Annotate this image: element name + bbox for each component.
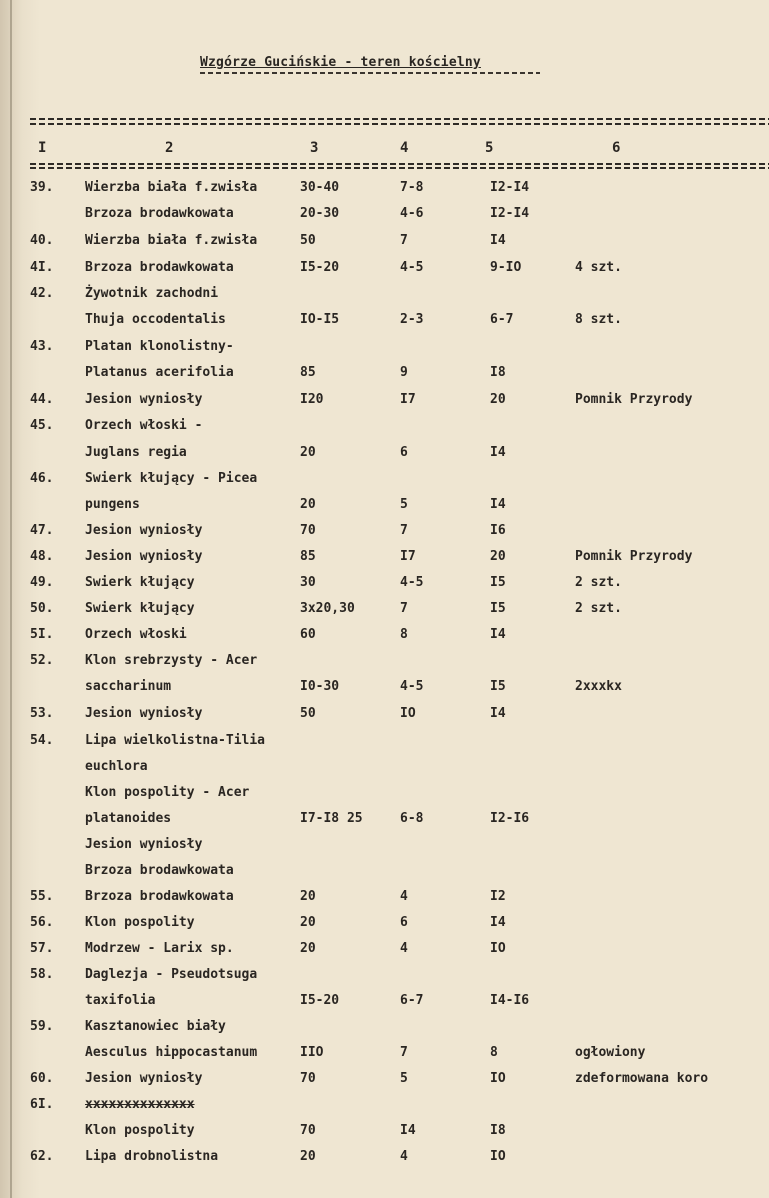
crown-diameter: I4-I6 <box>490 993 530 1008</box>
remarks: zdeformowana koro <box>575 1071 709 1086</box>
height: IO <box>400 706 416 721</box>
table-row <box>0 312 769 332</box>
column-header-4: 4 <box>400 140 409 156</box>
tree-species: Wierzba biała f.zwisła <box>85 233 258 248</box>
circumference: IIO <box>300 1045 324 1060</box>
height: 4-5 <box>400 575 424 590</box>
title-underline <box>200 72 540 74</box>
height: I7 <box>400 549 416 564</box>
circumference: I5-20 <box>300 993 340 1008</box>
tree-species: Jesion wyniosły <box>85 706 203 721</box>
table-row <box>0 706 769 726</box>
row-number: 50. <box>30 601 54 616</box>
table-row <box>0 1071 769 1091</box>
circumference: 20 <box>300 445 316 460</box>
row-number: 6I. <box>30 1097 54 1112</box>
tree-species: Brzoza brodawkowata <box>85 206 234 221</box>
row-number: 4I. <box>30 260 54 275</box>
circumference: 85 <box>300 365 316 380</box>
tree-species: Swierk kłujący <box>85 575 195 590</box>
table-row <box>0 549 769 569</box>
crown-diameter: IO <box>490 941 506 956</box>
table-row <box>0 445 769 465</box>
height: 8 <box>400 627 408 642</box>
circumference: 70 <box>300 1123 316 1138</box>
crown-diameter: I4 <box>490 445 506 460</box>
crown-diameter: I4 <box>490 233 506 248</box>
table-row <box>0 993 769 1013</box>
row-number: 55. <box>30 889 54 904</box>
table-row <box>0 418 769 438</box>
tree-species: taxifolia <box>85 993 156 1008</box>
tree-species: Orzech włoski <box>85 627 187 642</box>
circumference: 20 <box>300 941 316 956</box>
height: 4 <box>400 1149 408 1164</box>
tree-species: xxxxxxxxxxxxxx <box>85 1097 195 1112</box>
crown-diameter: I4 <box>490 497 506 512</box>
table-row <box>0 679 769 699</box>
tree-species: Thuja occodentalis <box>85 312 226 327</box>
row-number: 45. <box>30 418 54 433</box>
tree-species: Lipa wielkolistna-Tilia <box>85 733 266 748</box>
table-row <box>0 365 769 385</box>
table-row <box>0 1045 769 1065</box>
table-row <box>0 863 769 883</box>
table-row <box>0 601 769 621</box>
height: 6-7 <box>400 993 424 1008</box>
column-header-5: 5 <box>485 140 494 156</box>
height: 5 <box>400 497 408 512</box>
header-bottom-rule-2 <box>30 167 769 169</box>
tree-species: Żywotnik zachodni <box>85 286 219 301</box>
circumference: 20 <box>300 497 316 512</box>
table-row <box>0 206 769 226</box>
table-row <box>0 915 769 935</box>
remarks: 2 szt. <box>575 601 622 616</box>
tree-species: Brzoza brodawkowata <box>85 260 234 275</box>
crown-diameter: I6 <box>490 523 506 538</box>
header-top-rule-2 <box>30 123 769 125</box>
crown-diameter: I5 <box>490 679 506 694</box>
height: 6 <box>400 915 408 930</box>
height: 4-6 <box>400 206 424 221</box>
table-row <box>0 523 769 543</box>
tree-species: Modrzew - Larix sp. <box>85 941 234 956</box>
circumference: 70 <box>300 1071 316 1086</box>
row-number: 40. <box>30 233 54 248</box>
table-row <box>0 653 769 673</box>
table-row <box>0 785 769 805</box>
remarks: 2 szt. <box>575 575 622 590</box>
crown-diameter: 20 <box>490 392 506 407</box>
crown-diameter: I4 <box>490 627 506 642</box>
tree-species: Brzoza brodawkowata <box>85 889 234 904</box>
height: 9 <box>400 365 408 380</box>
height: 2-3 <box>400 312 424 327</box>
remarks: Pomnik Przyrody <box>575 392 693 407</box>
table-row <box>0 889 769 909</box>
tree-species: Klon pospolity <box>85 1123 195 1138</box>
tree-species: Juglans regia <box>85 445 187 460</box>
circumference: 20-30 <box>300 206 340 221</box>
circumference: IO-I5 <box>300 312 340 327</box>
crown-diameter: I5 <box>490 575 506 590</box>
crown-diameter: 9-IO <box>490 260 522 275</box>
row-number: 47. <box>30 523 54 538</box>
circumference: 3x20,30 <box>300 601 355 616</box>
row-number: 62. <box>30 1149 54 1164</box>
row-number: 5I. <box>30 627 54 642</box>
remarks: ogłowiony <box>575 1045 646 1060</box>
table-row <box>0 471 769 491</box>
row-number: 53. <box>30 706 54 721</box>
height: 7 <box>400 601 408 616</box>
crown-diameter: I2 <box>490 889 506 904</box>
crown-diameter: I8 <box>490 1123 506 1138</box>
tree-species: Swierk kłujący - Picea <box>85 471 258 486</box>
height: I4 <box>400 1123 416 1138</box>
tree-species: Swierk kłujący <box>85 601 195 616</box>
tree-species: Klon pospolity - Acer <box>85 785 250 800</box>
height: 7 <box>400 1045 408 1060</box>
tree-species: platanoides <box>85 811 172 826</box>
table-row <box>0 233 769 253</box>
table-row <box>0 627 769 647</box>
table-row <box>0 339 769 359</box>
column-header-3: 3 <box>310 140 319 156</box>
crown-diameter: 20 <box>490 549 506 564</box>
circumference: I0-30 <box>300 679 340 694</box>
circumference: 20 <box>300 915 316 930</box>
tree-species: Brzoza brodawkowata <box>85 863 234 878</box>
tree-species: Jesion wyniosły <box>85 549 203 564</box>
height: 4 <box>400 889 408 904</box>
height: 4-5 <box>400 679 424 694</box>
circumference: 70 <box>300 523 316 538</box>
tree-species: Klon pospolity <box>85 915 195 930</box>
tree-species: Klon srebrzysty - Acer <box>85 653 258 668</box>
tree-species: pungens <box>85 497 140 512</box>
row-number: 44. <box>30 392 54 407</box>
crown-diameter: I4 <box>490 915 506 930</box>
height: 4-5 <box>400 260 424 275</box>
remarks: 4 szt. <box>575 260 622 275</box>
row-number: 42. <box>30 286 54 301</box>
tree-species: Jesion wyniosły <box>85 1071 203 1086</box>
tree-species: Daglezja - Pseudotsuga <box>85 967 258 982</box>
height: I7 <box>400 392 416 407</box>
circumference: 20 <box>300 1149 316 1164</box>
table-row <box>0 759 769 779</box>
table-row <box>0 180 769 200</box>
row-number: 60. <box>30 1071 54 1086</box>
remarks: Pomnik Przyrody <box>575 549 693 564</box>
tree-species: Kasztanowiec biały <box>85 1019 226 1034</box>
circumference: 30-40 <box>300 180 340 195</box>
crown-diameter: I2-I4 <box>490 206 530 221</box>
remarks: 8 szt. <box>575 312 622 327</box>
table-row <box>0 1097 769 1117</box>
height: 7-8 <box>400 180 424 195</box>
tree-species: saccharinum <box>85 679 172 694</box>
row-number: 52. <box>30 653 54 668</box>
column-header-1: I <box>38 140 47 156</box>
tree-species: Jesion wyniosły <box>85 523 203 538</box>
row-number: 49. <box>30 575 54 590</box>
table-row <box>0 260 769 280</box>
circumference: I7-I8 25 <box>300 811 363 826</box>
remarks: 2xxxkx <box>575 679 622 694</box>
crown-diameter: I2-I4 <box>490 180 530 195</box>
table-row <box>0 286 769 306</box>
crown-diameter: IO <box>490 1149 506 1164</box>
row-number: 46. <box>30 471 54 486</box>
circumference: 50 <box>300 706 316 721</box>
crown-diameter: IO <box>490 1071 506 1086</box>
crown-diameter: I2-I6 <box>490 811 530 826</box>
circumference: I20 <box>300 392 324 407</box>
column-header-6: 6 <box>612 140 621 156</box>
tree-species: Lipa drobnolistna <box>85 1149 219 1164</box>
tree-species: Jesion wyniosły <box>85 837 203 852</box>
table-row <box>0 392 769 412</box>
row-number: 56. <box>30 915 54 930</box>
crown-diameter: 8 <box>490 1045 498 1060</box>
height: 5 <box>400 1071 408 1086</box>
tree-species: Jesion wyniosły <box>85 392 203 407</box>
row-number: 39. <box>30 180 54 195</box>
table-row <box>0 967 769 987</box>
tree-species: Wierzba biała f.zwisła <box>85 180 258 195</box>
table-row <box>0 941 769 961</box>
row-number: 57. <box>30 941 54 956</box>
header-top-rule <box>30 118 769 120</box>
tree-species: Platanus acerifolia <box>85 365 234 380</box>
table-row <box>0 497 769 517</box>
height: 7 <box>400 233 408 248</box>
row-number: 59. <box>30 1019 54 1034</box>
crown-diameter: I8 <box>490 365 506 380</box>
crown-diameter: I5 <box>490 601 506 616</box>
circumference: 85 <box>300 549 316 564</box>
crown-diameter: I4 <box>490 706 506 721</box>
table-row <box>0 733 769 753</box>
circumference: 30 <box>300 575 316 590</box>
circumference: I5-20 <box>300 260 340 275</box>
circumference: 20 <box>300 889 316 904</box>
circumference: 50 <box>300 233 316 248</box>
table-row <box>0 811 769 831</box>
height: 7 <box>400 523 408 538</box>
table-row <box>0 1123 769 1143</box>
row-number: 54. <box>30 733 54 748</box>
row-number: 48. <box>30 549 54 564</box>
tree-species: Orzech włoski - <box>85 418 203 433</box>
table-row <box>0 575 769 595</box>
tree-species: Platan klonolistny- <box>85 339 234 354</box>
row-number: 43. <box>30 339 54 354</box>
height: 6 <box>400 445 408 460</box>
height: 6-8 <box>400 811 424 826</box>
tree-species: Aesculus hippocastanum <box>85 1045 258 1060</box>
table-row <box>0 1149 769 1169</box>
table-row <box>0 1019 769 1039</box>
header-bottom-rule <box>30 163 769 165</box>
row-number: 58. <box>30 967 54 982</box>
crown-diameter: 6-7 <box>490 312 514 327</box>
column-header-2: 2 <box>165 140 174 156</box>
page-title: Wzgórze Gucińskie - teren kościelny <box>200 55 481 70</box>
height: 4 <box>400 941 408 956</box>
circumference: 60 <box>300 627 316 642</box>
table-row <box>0 837 769 857</box>
tree-species: euchlora <box>85 759 148 774</box>
